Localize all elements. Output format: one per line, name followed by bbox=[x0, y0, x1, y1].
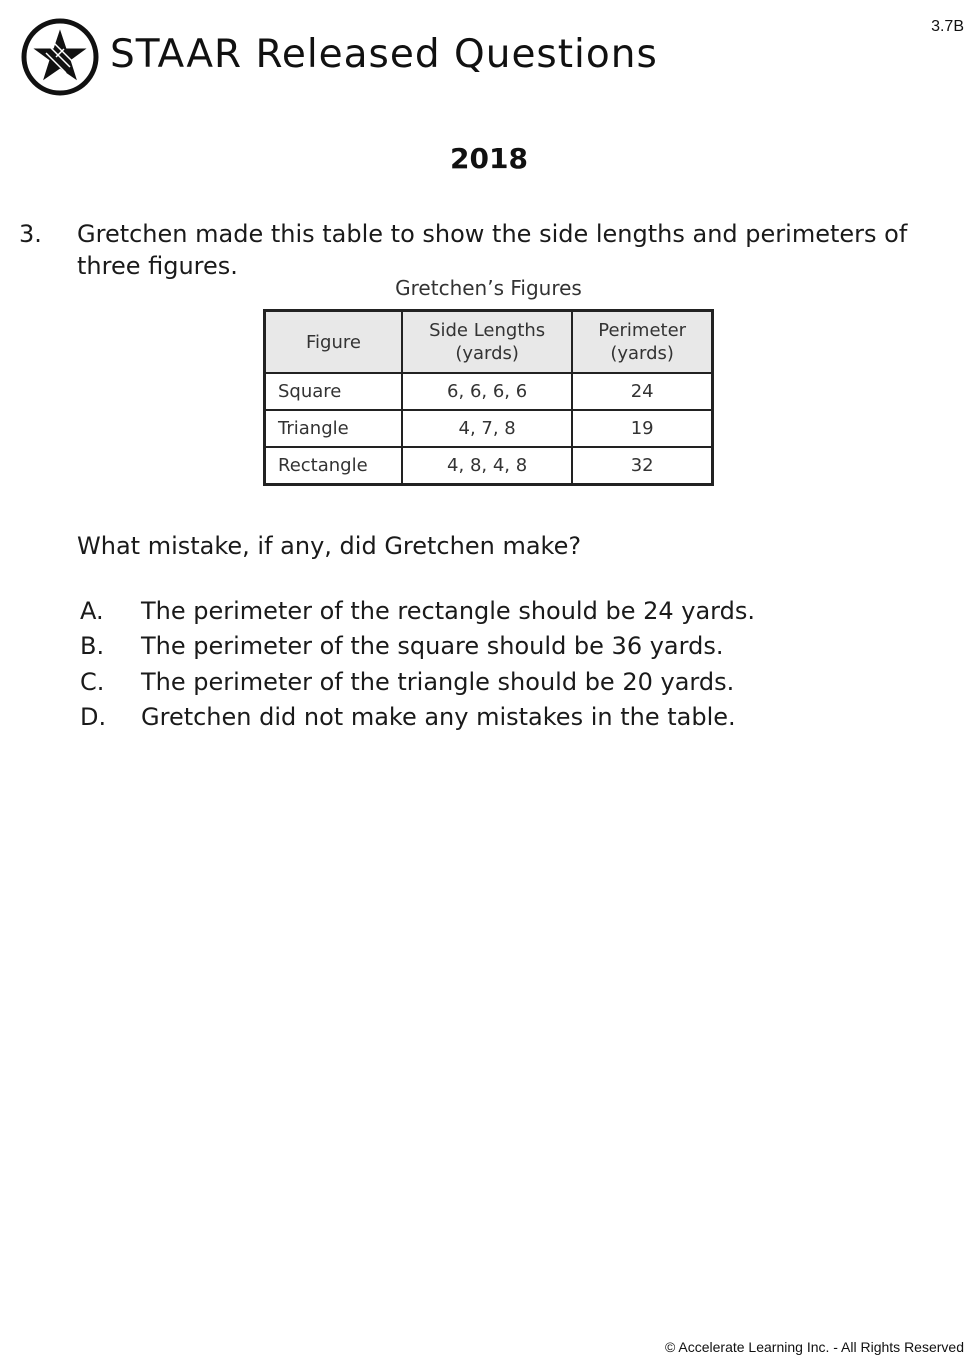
choice-letter: B. bbox=[80, 632, 105, 661]
table-row bbox=[265, 447, 713, 485]
cell-perimeter: 19 bbox=[572, 410, 712, 447]
year-heading: 2018 bbox=[450, 142, 528, 175]
cell-figure: Rectangle bbox=[265, 447, 402, 485]
choice-d[interactable] bbox=[80, 701, 755, 736]
choice-b[interactable] bbox=[80, 630, 755, 665]
header-perimeter-line1: Perimeter bbox=[598, 320, 687, 341]
copyright-footer: © Accelerate Learning Inc. - All Rights Reserved bbox=[664, 1339, 964, 1355]
answer-choices bbox=[80, 595, 755, 736]
cell-perimeter: 32 bbox=[572, 447, 712, 485]
standard-code: 3.7B bbox=[931, 18, 964, 35]
header-perimeter-line2: (yards) bbox=[610, 343, 674, 364]
choice-text: The perimeter of the rectangle should be 24 yards. bbox=[141, 597, 755, 625]
cell-sides: 4, 7, 8 bbox=[402, 410, 572, 447]
header-side-lengths-line2: (yards) bbox=[455, 343, 519, 364]
choice-text: The perimeter of the square should be 36 yards. bbox=[141, 632, 724, 661]
cell-figure: Triangle bbox=[265, 410, 402, 447]
cell-figure: Square bbox=[265, 373, 402, 410]
page-title: STAAR Released Questions bbox=[110, 32, 658, 77]
cell-sides: 4, 8, 4, 8 bbox=[402, 447, 572, 485]
header-side-lengths-line1: Side Lengths bbox=[429, 320, 546, 341]
header-figure: Figure bbox=[265, 311, 402, 374]
choice-text: The perimeter of the triangle should be 20 yards. bbox=[141, 667, 735, 696]
question-text: Gretchen made this table to show the side lengths and perimeters of three figures. bbox=[77, 220, 908, 280]
cell-sides: 6, 6, 6, 6 bbox=[402, 373, 572, 410]
choice-text: Gretchen did not make any mistakes in the table. bbox=[141, 702, 736, 731]
choice-letter: C. bbox=[80, 667, 105, 696]
cell-perimeter: 24 bbox=[572, 373, 712, 410]
header-side-lengths bbox=[402, 311, 572, 374]
question-prompt: What mistake, if any, did Gretchen make? bbox=[77, 532, 582, 560]
table-row bbox=[265, 373, 713, 410]
choice-letter: D. bbox=[80, 702, 107, 731]
choice-letter: A. bbox=[80, 597, 104, 625]
figures-table bbox=[263, 309, 714, 486]
table-title: Gretchen’s Figures bbox=[395, 276, 582, 300]
header-perimeter bbox=[572, 311, 712, 374]
question-number: 3. bbox=[19, 220, 42, 248]
choice-a[interactable] bbox=[80, 595, 755, 630]
choice-c[interactable] bbox=[80, 666, 755, 701]
star-logo-icon bbox=[20, 17, 100, 97]
table-header-row bbox=[265, 311, 713, 374]
table-row bbox=[265, 410, 713, 447]
